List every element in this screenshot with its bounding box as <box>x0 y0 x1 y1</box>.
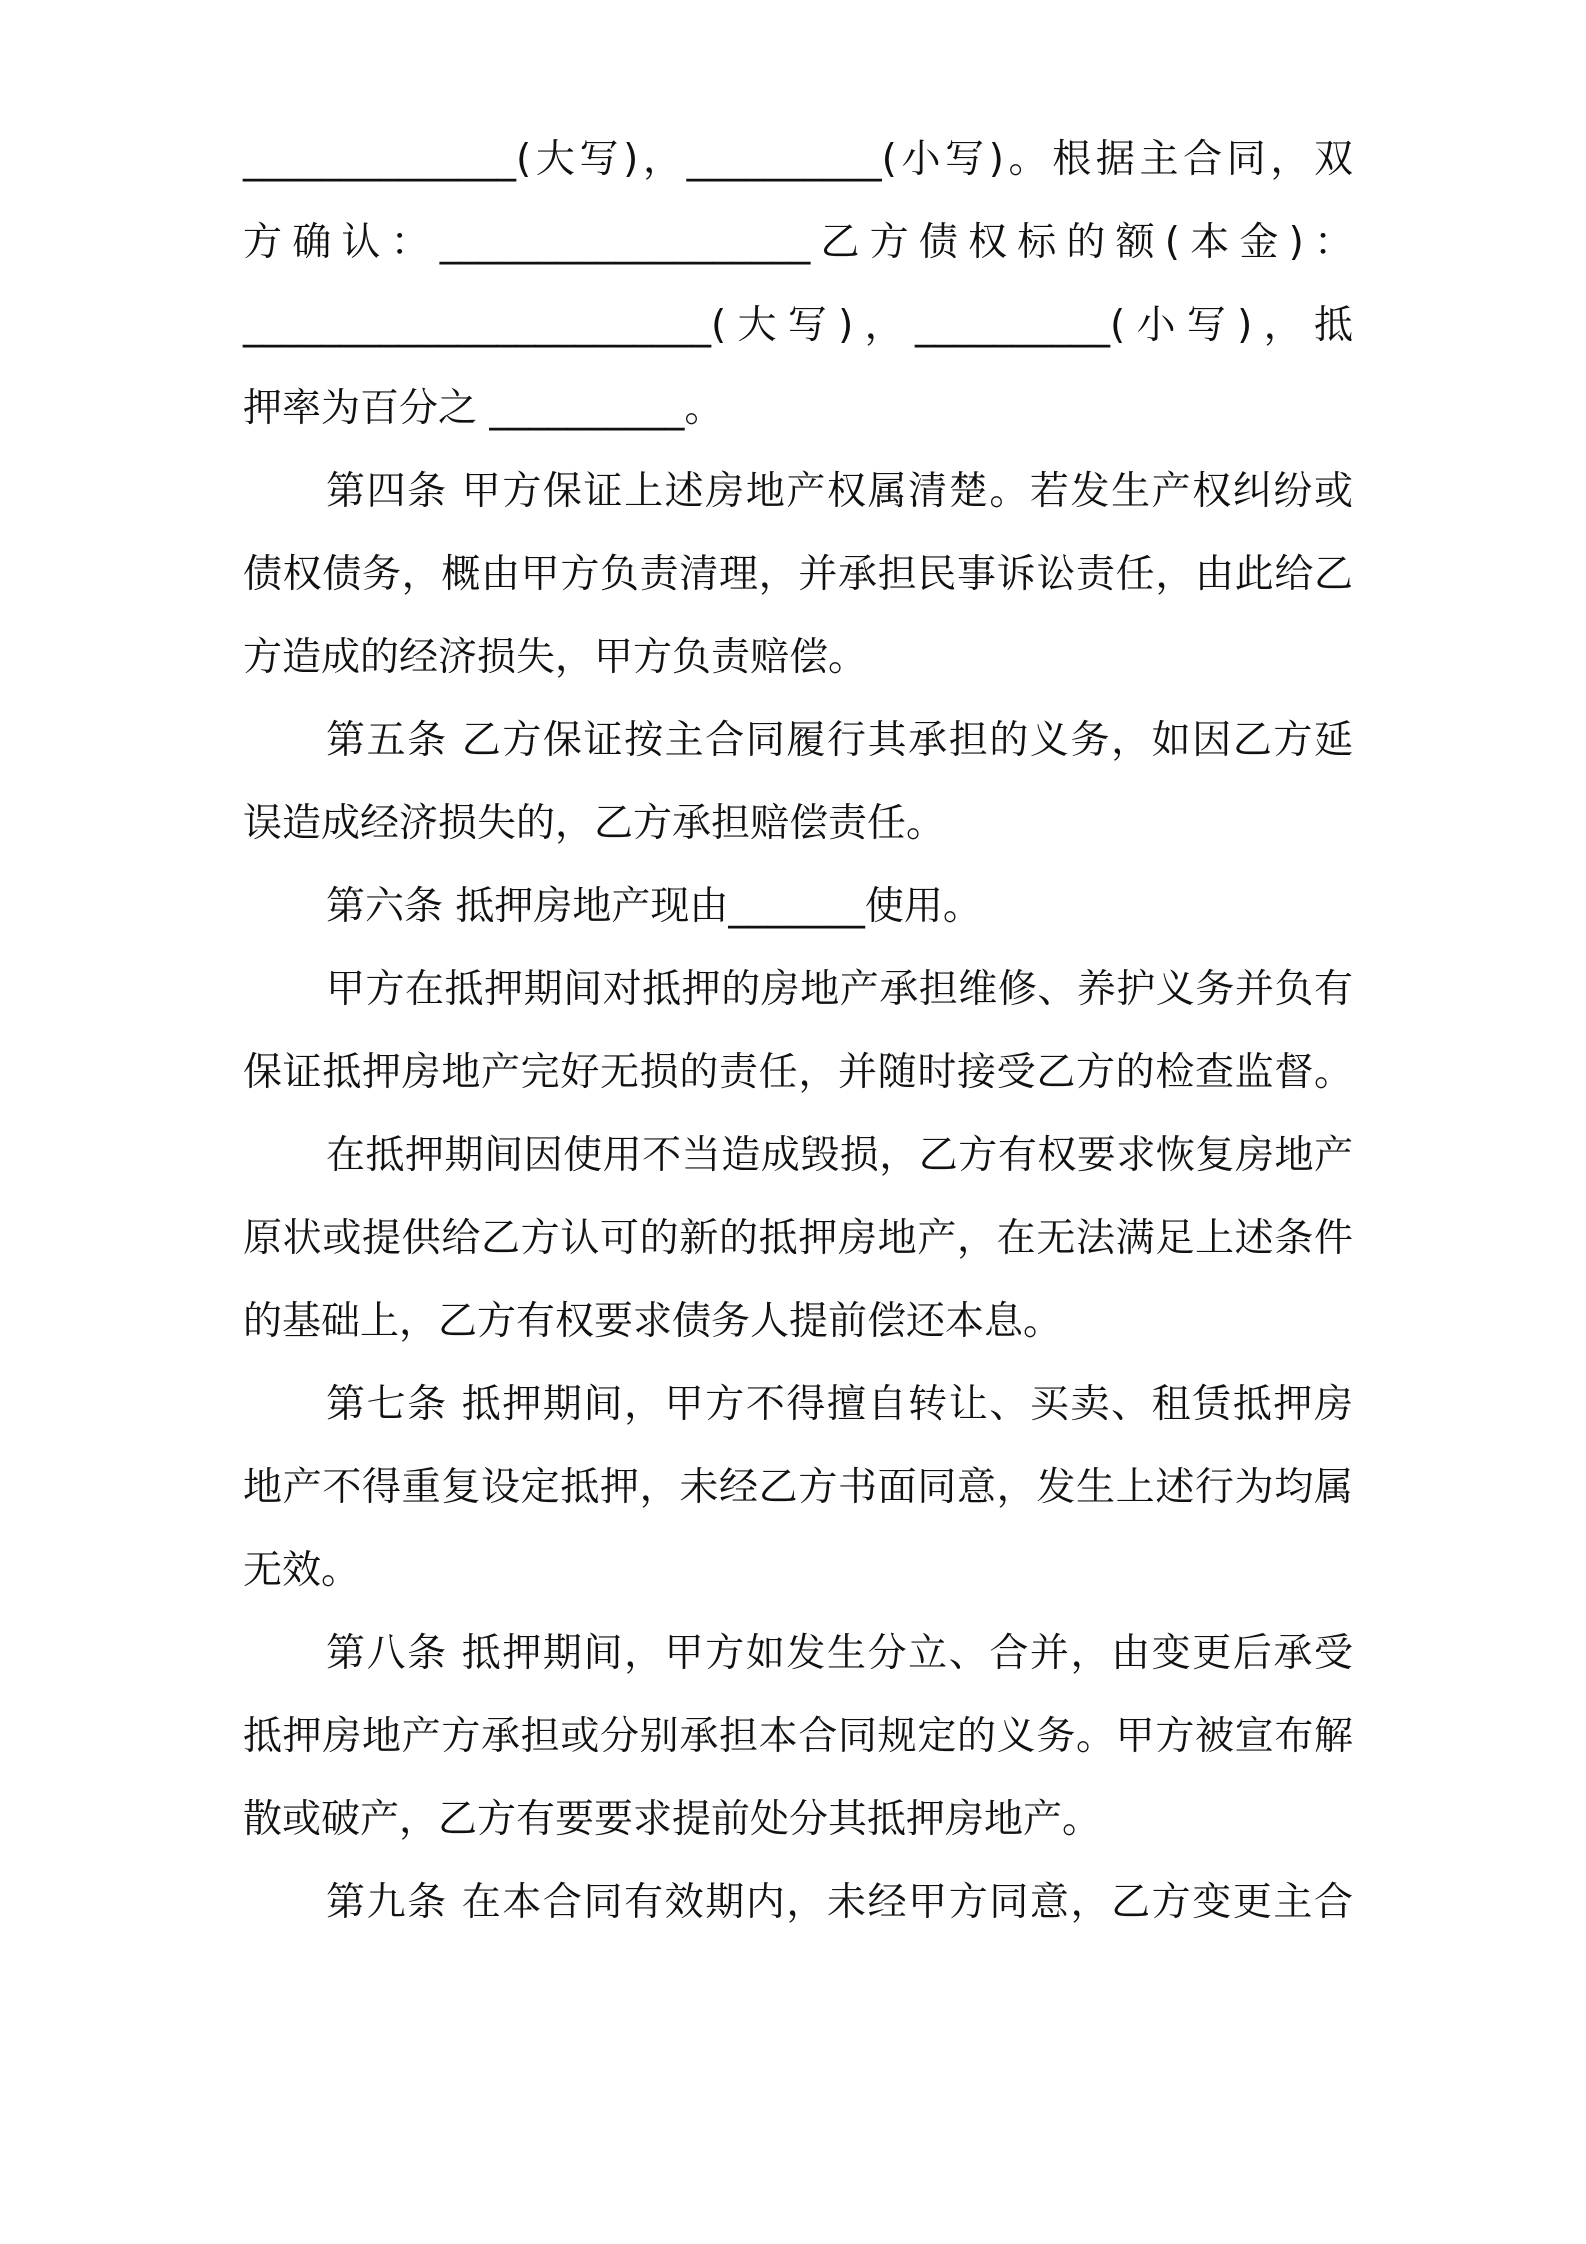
text-line: 方确认：___________________乙方债权标的额(本金)： <box>243 220 1353 265</box>
text-line: 方造成的经济损失，甲方负责赔偿。 <box>243 635 868 680</box>
text-line: 押率为百分之 __________。 <box>243 386 724 431</box>
text-line: 原状或提供给乙方认可的新的抵押房地产，在无法满足上述条件 <box>243 1216 1353 1261</box>
paragraph-start-line: 在抵押期间因使用不当造成毁损，乙方有权要求恢复房地产 <box>326 1133 1353 1178</box>
text-line: 散或破产，乙方有要要求提前处分其抵押房地产。 <box>243 1797 1102 1842</box>
text-line: 地产不得重复设定抵押，未经乙方书面同意，发生上述行为均属 <box>243 1465 1353 1510</box>
article-4-heading-line: 第四条 甲方保证上述房地产权属清楚。若发生产权纠纷或 <box>326 469 1353 514</box>
paragraph-start-line: 甲方在抵押期间对抵押的房地产承担维修、养护义务并负有 <box>326 967 1353 1012</box>
text-line: ________________________(大写)，__________(小写)，抵 <box>243 303 1353 348</box>
article-7-heading-line: 第七条 抵押期间，甲方不得擅自转让、买卖、租赁抵押房 <box>326 1382 1353 1427</box>
text-line: ______________(大写)，__________(小写)。根据主合同，双 <box>243 137 1353 182</box>
text-line: 债权债务，概由甲方负责清理，并承担民事诉讼责任，由此给乙 <box>243 552 1353 597</box>
article-5-heading-line: 第五条 乙方保证按主合同履行其承担的义务，如因乙方延 <box>326 718 1353 763</box>
text-line: 抵押房地产方承担或分别承担本合同规定的义务。甲方被宣布解 <box>243 1714 1353 1759</box>
text-line: 的基础上，乙方有权要求债务人提前偿还本息。 <box>243 1299 1063 1344</box>
text-line: 误造成经济损失的，乙方承担赔偿责任。 <box>243 801 946 846</box>
text-line: 无效。 <box>243 1548 361 1593</box>
article-8-heading-line: 第八条 抵押期间，甲方如发生分立、合并，由变更后承受 <box>326 1631 1353 1676</box>
article-9-heading-line: 第九条 在本合同有效期内，未经甲方同意，乙方变更主合 <box>326 1880 1353 1925</box>
article-6-heading-line: 第六条 抵押房地产现由_______使用。 <box>326 884 982 929</box>
text-line: 保证抵押房地产完好无损的责任，并随时接受乙方的检查监督。 <box>243 1050 1353 1095</box>
